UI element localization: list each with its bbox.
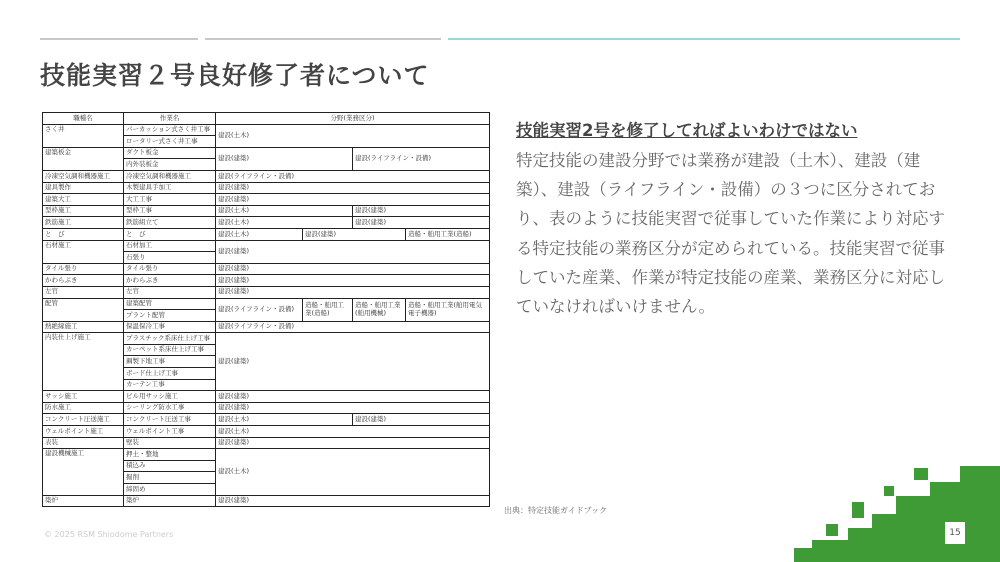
- table-cell: 建設(土木): [216, 217, 353, 229]
- table-cell: 造船・舶用工業(造船): [303, 298, 353, 321]
- table-cell: 建設(建築): [353, 205, 490, 217]
- copyright: © 2025 RSM Shiodome Partners: [44, 530, 174, 539]
- table-cell: と び: [43, 228, 124, 240]
- table-cell: 建設機械施工: [43, 449, 124, 495]
- table-cell: シーリング防水工事: [124, 402, 216, 414]
- table-cell: 建設(建築): [216, 333, 490, 391]
- table-cell: 積込み: [124, 460, 216, 472]
- table-cell: 内外装板金: [124, 159, 216, 171]
- page-number: 15: [945, 522, 965, 544]
- table-cell: 保温保冷工事: [124, 321, 216, 333]
- table-cell: ダクト板金: [124, 147, 216, 159]
- table-cell: 建設(土木): [216, 414, 353, 426]
- content-body: 特定技能の建設分野では業務が建設（土木）、建設（建築）、建設（ライフライン・設備）の３つに区分されており、表のように技能実習で従事していた作業により対応する特定技能の業務区分が定められている。技能実習で従事していた産業、作業が特定技能の産業、業務区分に対応していなければいけません。: [516, 151, 945, 317]
- table-cell: 押土・整地: [124, 449, 216, 461]
- table-cell: 建設(ライフライン・設備): [216, 298, 303, 321]
- table-cell: 建設(建築): [216, 147, 353, 170]
- table-cell: 建設(ライフライン・設備): [353, 147, 490, 170]
- table-header: 分野(業務区分): [216, 113, 490, 125]
- table-cell: タイル張り: [124, 263, 216, 275]
- table-cell: 建具製作: [43, 182, 124, 194]
- table-cell: 造船・舶用工業(舶用電気電子機器): [406, 298, 490, 321]
- table-cell: 型枠工事: [124, 205, 216, 217]
- table-cell: プラスチック系床仕上げ工事: [124, 333, 216, 345]
- table-cell: 建築板金: [43, 147, 124, 170]
- table-cell: 建設(建築): [216, 437, 490, 449]
- table-cell: 建設(土木): [216, 124, 490, 147]
- table-header: 作業名: [124, 113, 216, 125]
- table-cell: 建設(土木): [216, 449, 490, 495]
- table-cell: 建設(土木): [216, 426, 490, 438]
- table-cell: 石張り: [124, 252, 216, 264]
- table-cell: パーカッション式さく井工事: [124, 124, 216, 136]
- table-cell: カーペット系床仕上げ工事: [124, 344, 216, 356]
- table-cell: 建築配管: [124, 298, 216, 310]
- table-cell: 建設(建築): [353, 414, 490, 426]
- table-cell: 鉄筋施工: [43, 217, 124, 229]
- table-cell: かわらぶき: [43, 275, 124, 287]
- table-cell: 建設(ライフライン・設備): [216, 321, 490, 333]
- table-cell: 大工工事: [124, 194, 216, 206]
- table-cell: ウェルポイント施工: [43, 426, 124, 438]
- table-cell: 石材加工: [124, 240, 216, 252]
- table-cell: 築炉: [43, 495, 124, 507]
- table-cell: 造船・舶用工業(舶用機械): [353, 298, 406, 321]
- table-cell: 防水施工: [43, 402, 124, 414]
- table-cell: 壁装: [124, 437, 216, 449]
- table-cell: カーテン工事: [124, 379, 216, 391]
- table-cell: 石材施工: [43, 240, 124, 263]
- table-cell: 配管: [43, 298, 124, 321]
- table-cell: 建設(建築): [216, 391, 490, 403]
- table-cell: 左官: [124, 286, 216, 298]
- table-cell: 建設(建築): [216, 286, 490, 298]
- table-cell: かわらぶき: [124, 275, 216, 287]
- table-cell: サッシ施工: [43, 391, 124, 403]
- table-cell: 建設(建築): [216, 275, 490, 287]
- table-cell: 内装仕上げ施工: [43, 333, 124, 391]
- table-cell: 鉄筋組立て: [124, 217, 216, 229]
- slide-title: 技能実習２号良好修了者について: [40, 61, 430, 90]
- table-cell: 掘削: [124, 472, 216, 484]
- table-cell: 建設(土木): [216, 205, 353, 217]
- table-cell: 木製建具手加工: [124, 182, 216, 194]
- table-cell: 冷凍空気調和機器施工: [124, 170, 216, 182]
- table-cell: ボード仕上げ工事: [124, 368, 216, 380]
- table-cell: 冷凍空気調和機器施工: [43, 170, 124, 182]
- table-cell: ウェルポイント工事: [124, 426, 216, 438]
- table-cell: 造船・舶用工業(造船): [406, 228, 490, 240]
- table-cell: 建設(建築): [303, 228, 406, 240]
- table-header: 職種名: [43, 113, 124, 125]
- table-cell: コンクリート圧送工事: [124, 414, 216, 426]
- table-cell: 建設(土木): [216, 228, 303, 240]
- table-cell: 締固め: [124, 484, 216, 496]
- table-cell: 建設(建築): [216, 402, 490, 414]
- table-cell: さく井: [43, 124, 124, 147]
- table-cell: 表装: [43, 437, 124, 449]
- source-note: 出典：特定技能ガイドブック: [504, 506, 607, 515]
- table-cell: 熱絶縁施工: [43, 321, 124, 333]
- table-cell: 建設(建築): [216, 495, 490, 507]
- table-cell: 建設(建築): [216, 240, 490, 263]
- table-cell: コンクリート圧送施工: [43, 414, 124, 426]
- table-cell: ロータリー式さく井工事: [124, 136, 216, 148]
- table-cell: 建設(建築): [216, 194, 490, 206]
- table-cell: と び: [124, 228, 216, 240]
- table-cell: 鋼製下地工事: [124, 356, 216, 368]
- table-cell: 建設(建築): [353, 217, 490, 229]
- table-cell: 左官: [43, 286, 124, 298]
- table-cell: プラント配管: [124, 310, 216, 322]
- table-cell: 建設(建築): [216, 182, 490, 194]
- content-heading: 技能実習2号を修了してればよいわけではない: [516, 121, 858, 140]
- table-cell: タイル張り: [43, 263, 124, 275]
- pixel-blocks: [794, 466, 1000, 562]
- table-cell: 型枠施工: [43, 205, 124, 217]
- table-cell: 建設(建築): [216, 263, 490, 275]
- table-cell: 建設(ライフライン・設備): [216, 170, 490, 182]
- table-cell: 建築大工: [43, 194, 124, 206]
- table-cell: 築炉: [124, 495, 216, 507]
- table-cell: ビル用サッシ施工: [124, 391, 216, 403]
